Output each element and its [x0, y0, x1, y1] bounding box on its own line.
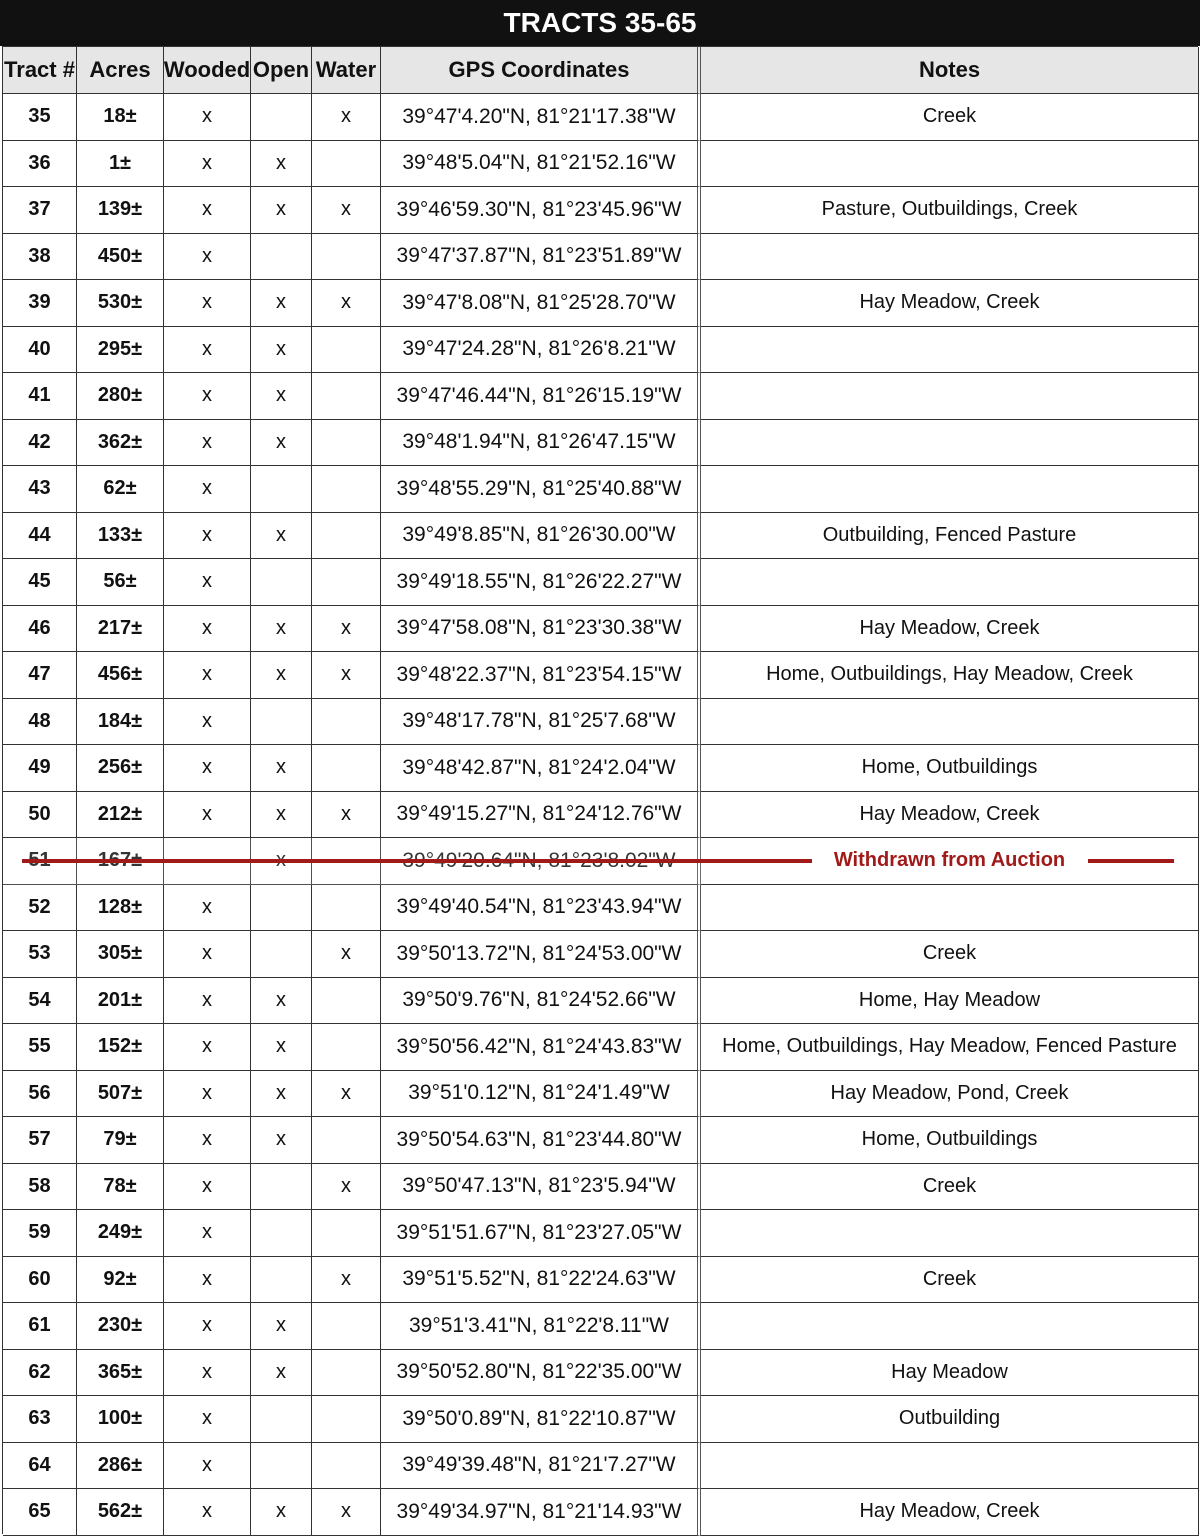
cell-notes — [701, 559, 1199, 606]
cell-acres: 128± — [77, 885, 164, 932]
cell-notes — [701, 1303, 1199, 1350]
cell-open: x — [251, 280, 312, 327]
cell-water: x — [312, 1257, 381, 1304]
cell-open: x — [251, 1117, 312, 1164]
cell-wooded: x — [164, 1117, 251, 1164]
cell-open: x — [251, 1350, 312, 1397]
cell-open — [251, 94, 312, 141]
cell-gps: 39°48'42.87"N, 81°24'2.04"W — [381, 745, 701, 792]
cell-tract: 35 — [3, 94, 77, 141]
cell-open — [251, 931, 312, 978]
cell-open — [251, 1396, 312, 1443]
cell-open: x — [251, 745, 312, 792]
cell-acres: 79± — [77, 1117, 164, 1164]
cell-acres: 212± — [77, 792, 164, 839]
cell-notes — [701, 699, 1199, 746]
cell-water — [312, 373, 381, 420]
cell-open: x — [251, 420, 312, 467]
cell-acres: 78± — [77, 1164, 164, 1211]
cell-gps: 39°47'37.87"N, 81°23'51.89"W — [381, 234, 701, 281]
cell-acres: 152± — [77, 1024, 164, 1071]
cell-water: x — [312, 1164, 381, 1211]
cell-water: x — [312, 187, 381, 234]
cell-notes: Creek — [701, 94, 1199, 141]
cell-tract: 52 — [3, 885, 77, 932]
cell-acres: 18± — [77, 94, 164, 141]
cell-wooded: x — [164, 187, 251, 234]
cell-wooded: x — [164, 978, 251, 1025]
cell-gps: 39°47'8.08"N, 81°25'28.70"W — [381, 280, 701, 327]
cell-acres: 295± — [77, 327, 164, 374]
cell-acres: 456± — [77, 652, 164, 699]
cell-water — [312, 1117, 381, 1164]
cell-acres: 100± — [77, 1396, 164, 1443]
cell-acres: 280± — [77, 373, 164, 420]
cell-notes — [701, 234, 1199, 281]
cell-notes — [701, 1210, 1199, 1257]
cell-water — [312, 234, 381, 281]
cell-tract: 50 — [3, 792, 77, 839]
cell-water: x — [312, 652, 381, 699]
cell-water — [312, 466, 381, 513]
cell-open: x — [251, 187, 312, 234]
cell-tract: 45 — [3, 559, 77, 606]
cell-wooded: x — [164, 792, 251, 839]
header-open: Open — [251, 47, 312, 94]
cell-notes: Outbuilding — [701, 1396, 1199, 1443]
cell-acres: 362± — [77, 420, 164, 467]
cell-gps: 39°46'59.30"N, 81°23'45.96"W — [381, 187, 701, 234]
cell-tract: 56 — [3, 1071, 77, 1118]
cell-notes — [701, 373, 1199, 420]
cell-acres: 256± — [77, 745, 164, 792]
cell-notes: Hay Meadow, Creek — [701, 606, 1199, 653]
cell-wooded: x — [164, 1071, 251, 1118]
cell-notes: Hay Meadow, Creek — [701, 1489, 1199, 1536]
cell-open — [251, 1164, 312, 1211]
cell-acres: 249± — [77, 1210, 164, 1257]
cell-tract: 57 — [3, 1117, 77, 1164]
cell-tract: 49 — [3, 745, 77, 792]
table-title: TRACTS 35-65 — [0, 0, 1200, 46]
cell-acres: 133± — [77, 513, 164, 560]
cell-acres: 92± — [77, 1257, 164, 1304]
cell-gps: 39°48'1.94"N, 81°26'47.15"W — [381, 420, 701, 467]
cell-wooded: x — [164, 94, 251, 141]
cell-gps: 39°48'22.37"N, 81°23'54.15"W — [381, 652, 701, 699]
cell-tract: 63 — [3, 1396, 77, 1443]
cell-water — [312, 1443, 381, 1490]
cell-water — [312, 327, 381, 374]
cell-tract: 61 — [3, 1303, 77, 1350]
cell-open: x — [251, 327, 312, 374]
cell-notes: Home, Outbuildings — [701, 1117, 1199, 1164]
cell-wooded: x — [164, 931, 251, 978]
cell-water — [312, 513, 381, 560]
cell-gps: 39°51'5.52"N, 81°22'24.63"W — [381, 1257, 701, 1304]
cell-acres: 365± — [77, 1350, 164, 1397]
cell-wooded: x — [164, 606, 251, 653]
cell-wooded: x — [164, 1024, 251, 1071]
cell-wooded: x — [164, 466, 251, 513]
cell-open — [251, 1443, 312, 1490]
cell-gps: 39°50'56.42"N, 81°24'43.83"W — [381, 1024, 701, 1071]
cell-water: x — [312, 606, 381, 653]
cell-gps: 39°47'46.44"N, 81°26'15.19"W — [381, 373, 701, 420]
cell-notes: Home, Hay Meadow — [701, 978, 1199, 1025]
cell-open: x — [251, 141, 312, 188]
cell-notes: Hay Meadow — [701, 1350, 1199, 1397]
cell-gps: 39°50'0.89"N, 81°22'10.87"W — [381, 1396, 701, 1443]
cell-notes — [701, 466, 1199, 513]
cell-notes: Pasture, Outbuildings, Creek — [701, 187, 1199, 234]
cell-wooded: x — [164, 652, 251, 699]
cell-gps: 39°47'24.28"N, 81°26'8.21"W — [381, 327, 701, 374]
cell-acres: 562± — [77, 1489, 164, 1536]
cell-wooded: x — [164, 1396, 251, 1443]
cell-wooded: x — [164, 513, 251, 560]
cell-wooded: x — [164, 280, 251, 327]
cell-tract: 55 — [3, 1024, 77, 1071]
cell-tract: 42 — [3, 420, 77, 467]
cell-water — [312, 745, 381, 792]
cell-gps: 39°48'5.04"N, 81°21'52.16"W — [381, 141, 701, 188]
cell-open: x — [251, 606, 312, 653]
cell-wooded: x — [164, 327, 251, 374]
cell-tract: 64 — [3, 1443, 77, 1490]
cell-tract: 38 — [3, 234, 77, 281]
cell-open — [251, 699, 312, 746]
cell-tract: 41 — [3, 373, 77, 420]
cell-acres: 184± — [77, 699, 164, 746]
cell-tract: 65 — [3, 1489, 77, 1536]
cell-notes — [701, 141, 1199, 188]
withdrawn-strike-line-right — [1088, 859, 1174, 863]
cell-notes: Outbuilding, Fenced Pasture — [701, 513, 1199, 560]
cell-water: x — [312, 1489, 381, 1536]
cell-gps: 39°49'8.85"N, 81°26'30.00"W — [381, 513, 701, 560]
cell-gps: 39°47'58.08"N, 81°23'30.38"W — [381, 606, 701, 653]
cell-tract: 47 — [3, 652, 77, 699]
cell-gps: 39°49'39.48"N, 81°21'7.27"W — [381, 1443, 701, 1490]
cell-gps: 39°50'52.80"N, 81°22'35.00"W — [381, 1350, 701, 1397]
tracts-table — [2, 46, 1198, 1534]
cell-tract: 53 — [3, 931, 77, 978]
cell-open: x — [251, 373, 312, 420]
cell-notes: Hay Meadow, Creek — [701, 280, 1199, 327]
cell-notes — [701, 327, 1199, 374]
cell-gps: 39°50'47.13"N, 81°23'5.94"W — [381, 1164, 701, 1211]
cell-water — [312, 1210, 381, 1257]
cell-water — [312, 420, 381, 467]
header-tract: Tract # — [3, 47, 77, 94]
cell-tract: 59 — [3, 1210, 77, 1257]
header-notes: Notes — [701, 47, 1199, 94]
cell-wooded: x — [164, 745, 251, 792]
cell-acres: 217± — [77, 606, 164, 653]
cell-open — [251, 234, 312, 281]
cell-tract: 43 — [3, 466, 77, 513]
cell-tract: 54 — [3, 978, 77, 1025]
cell-gps: 39°48'17.78"N, 81°25'7.68"W — [381, 699, 701, 746]
cell-open — [251, 885, 312, 932]
cell-notes: Withdrawn from Auction — [701, 838, 1199, 885]
cell-gps: 39°49'34.97"N, 81°21'14.93"W — [381, 1489, 701, 1536]
cell-tract: 44 — [3, 513, 77, 560]
cell-wooded: x — [164, 234, 251, 281]
cell-notes: Creek — [701, 1164, 1199, 1211]
cell-open: x — [251, 1303, 312, 1350]
cell-acres: 62± — [77, 466, 164, 513]
cell-acres: 230± — [77, 1303, 164, 1350]
cell-notes: Home, Outbuildings, Hay Meadow, Creek — [701, 652, 1199, 699]
cell-notes: Home, Outbuildings — [701, 745, 1199, 792]
cell-wooded: x — [164, 1164, 251, 1211]
cell-tract: 36 — [3, 141, 77, 188]
cell-notes: Home, Outbuildings, Hay Meadow, Fenced Pasture — [701, 1024, 1199, 1071]
cell-gps: 39°50'54.63"N, 81°23'44.80"W — [381, 1117, 701, 1164]
cell-tract: 37 — [3, 187, 77, 234]
cell-open — [251, 466, 312, 513]
cell-water — [312, 1024, 381, 1071]
cell-water: x — [312, 931, 381, 978]
cell-wooded: x — [164, 1303, 251, 1350]
cell-acres: 305± — [77, 931, 164, 978]
cell-water: x — [312, 1071, 381, 1118]
withdrawn-strike-line — [22, 859, 812, 863]
cell-water — [312, 978, 381, 1025]
cell-notes — [701, 420, 1199, 467]
cell-open: x — [251, 1071, 312, 1118]
cell-notes: Hay Meadow, Creek — [701, 792, 1199, 839]
cell-water: x — [312, 792, 381, 839]
cell-acres: 286± — [77, 1443, 164, 1490]
cell-wooded: x — [164, 141, 251, 188]
cell-gps: 39°49'18.55"N, 81°26'22.27"W — [381, 559, 701, 606]
cell-water — [312, 1350, 381, 1397]
cell-acres: 201± — [77, 978, 164, 1025]
cell-gps: 39°49'15.27"N, 81°24'12.76"W — [381, 792, 701, 839]
cell-open: x — [251, 513, 312, 560]
cell-wooded: x — [164, 559, 251, 606]
cell-open: x — [251, 1489, 312, 1536]
cell-tract: 62 — [3, 1350, 77, 1397]
cell-open: x — [251, 978, 312, 1025]
cell-acres: 507± — [77, 1071, 164, 1118]
cell-wooded: x — [164, 1350, 251, 1397]
cell-water: x — [312, 280, 381, 327]
cell-tract: 39 — [3, 280, 77, 327]
cell-open — [251, 1257, 312, 1304]
cell-open: x — [251, 792, 312, 839]
cell-open: x — [251, 652, 312, 699]
cell-wooded: x — [164, 420, 251, 467]
cell-gps: 39°50'9.76"N, 81°24'52.66"W — [381, 978, 701, 1025]
cell-acres: 139± — [77, 187, 164, 234]
cell-gps: 39°48'55.29"N, 81°25'40.88"W — [381, 466, 701, 513]
cell-acres: 56± — [77, 559, 164, 606]
cell-water — [312, 699, 381, 746]
header-acres: Acres — [77, 47, 164, 94]
cell-acres: 450± — [77, 234, 164, 281]
cell-wooded: x — [164, 699, 251, 746]
cell-water: x — [312, 94, 381, 141]
cell-open: x — [251, 1024, 312, 1071]
cell-wooded: x — [164, 1210, 251, 1257]
cell-wooded: x — [164, 1443, 251, 1490]
cell-tract: 48 — [3, 699, 77, 746]
cell-gps: 39°49'40.54"N, 81°23'43.94"W — [381, 885, 701, 932]
cell-acres: 1± — [77, 141, 164, 188]
cell-notes — [701, 885, 1199, 932]
cell-water — [312, 141, 381, 188]
cell-open — [251, 559, 312, 606]
cell-gps: 39°51'3.41"N, 81°22'8.11"W — [381, 1303, 701, 1350]
cell-gps: 39°50'13.72"N, 81°24'53.00"W — [381, 931, 701, 978]
cell-wooded: x — [164, 1489, 251, 1536]
cell-notes — [701, 1443, 1199, 1490]
header-wooded: Wooded — [164, 47, 251, 94]
cell-gps: 39°51'51.67"N, 81°23'27.05"W — [381, 1210, 701, 1257]
cell-gps: 39°51'0.12"N, 81°24'1.49"W — [381, 1071, 701, 1118]
cell-wooded: x — [164, 373, 251, 420]
cell-notes: Hay Meadow, Pond, Creek — [701, 1071, 1199, 1118]
cell-open — [251, 1210, 312, 1257]
header-water: Water — [312, 47, 381, 94]
cell-gps: 39°47'4.20"N, 81°21'17.38"W — [381, 94, 701, 141]
cell-tract: 46 — [3, 606, 77, 653]
header-gps: GPS Coordinates — [381, 47, 701, 94]
cell-water — [312, 559, 381, 606]
cell-water — [312, 1303, 381, 1350]
cell-water — [312, 885, 381, 932]
cell-acres: 530± — [77, 280, 164, 327]
cell-notes: Creek — [701, 931, 1199, 978]
cell-wooded: x — [164, 885, 251, 932]
cell-tract: 58 — [3, 1164, 77, 1211]
cell-notes: Creek — [701, 1257, 1199, 1304]
cell-tract: 60 — [3, 1257, 77, 1304]
cell-wooded: x — [164, 1257, 251, 1304]
cell-tract: 40 — [3, 327, 77, 374]
cell-water — [312, 1396, 381, 1443]
